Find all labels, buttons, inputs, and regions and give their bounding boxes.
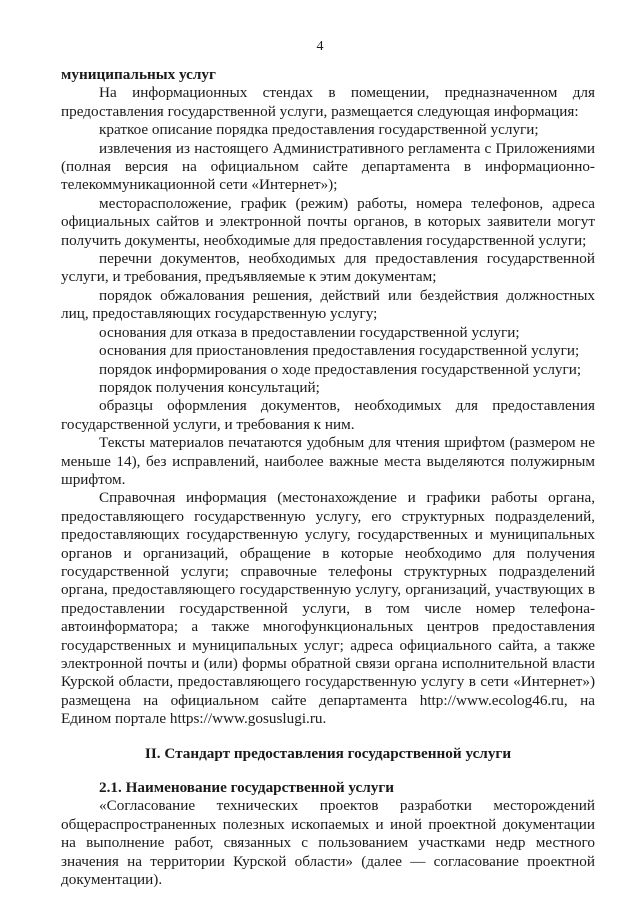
subsection-title: 2.1. Наименование государственной услуги [99,779,395,797]
spacer [61,729,595,745]
list-item: порядок обжалования решения, действий или бездействия должностных лиц, предоставляющих государственную услугу; [61,286,595,323]
list-item: извлечения из настоящего Административного регламента с Приложениями (полная версия на официальном сайте департамента в информационно-телекоммуникационной сети «Интернет»); [61,139,595,194]
lead-heading-fragment: муниципальных услуг [61,66,216,83]
section-title: II. Стандарт предоставления государственной услуги [144,744,512,762]
list-item: основания для отказа в предоставлении государственной услуги; [99,323,520,341]
stands-intro-paragraph: На информационных стендах в помещении, предназначенном для предоставления государственной услуги, размещается следующая информация: [61,84,595,120]
reference-paragraph: Справочная информация (местонахождение и графики работы органа, предоставляющего государственную услугу, его структурных подразделений, предоставляющих государственную услугу, государственных и муниципальных органов и организаций, обращение в которые необходимо для получения государственной услуги; справочные телефоны структурных подразделений органа, предоставляющего государственную услугу, организаций, участвующих в предоставлении государственной услуги, в том числе номер телефона-автоинформатора; а также многофункциональных центров предоставления государственных и муниципальных услуг; адреса официального сайта, а также электронной почты и (или) формы обратной связи органа исполнительной власти Курской области, предоставляющего государственную услугу в сети «Интернет») размещена на официальном сайте департамента http://www.ecolog46.ru, на Едином портале https://www.gosuslugi.ru. [61,489,595,728]
page-number: 4 [316,39,324,54]
list-item: основания для приостановления предоставления государственной услуги; [99,342,580,360]
fonts-paragraph: Тексты материалов печатаются удобным для чтения шрифтом (размером не меньше 14), без исправлений, наиболее важные места выделяются полужирным шрифтом. [61,434,595,488]
list-item: порядок информирования о ходе предоставления государственной услуги; [99,360,582,378]
spacer [61,763,595,779]
service-name-paragraph: «Согласование технических проектов разработки месторождений общераспространенных полезных ископаемых и иной проектной документации на выполнение работ, связанных с пользованием участками недр местного значения на территории Курской области» (далее — согласование проектной документации). [61,797,595,889]
list-item: перечни документов, необходимых для предоставления государственной услуги, и требования, предъявляемые к этим документам; [61,250,595,286]
document-body [61,66,595,889]
list-item: образцы оформления документов, необходимых для предоставления государственной услуги, и требования к ним. [61,397,595,433]
list-item: месторасположение, график (режим) работы, номера телефонов, адреса официальных сайтов и электронной почты органов, в которых заявители могут получить документы, необходимые для предоставления государственной услуги; [61,194,595,249]
list-item: порядок получения консультаций; [99,378,320,396]
list-item: краткое описание порядка предоставления государственной услуги; [99,121,539,139]
